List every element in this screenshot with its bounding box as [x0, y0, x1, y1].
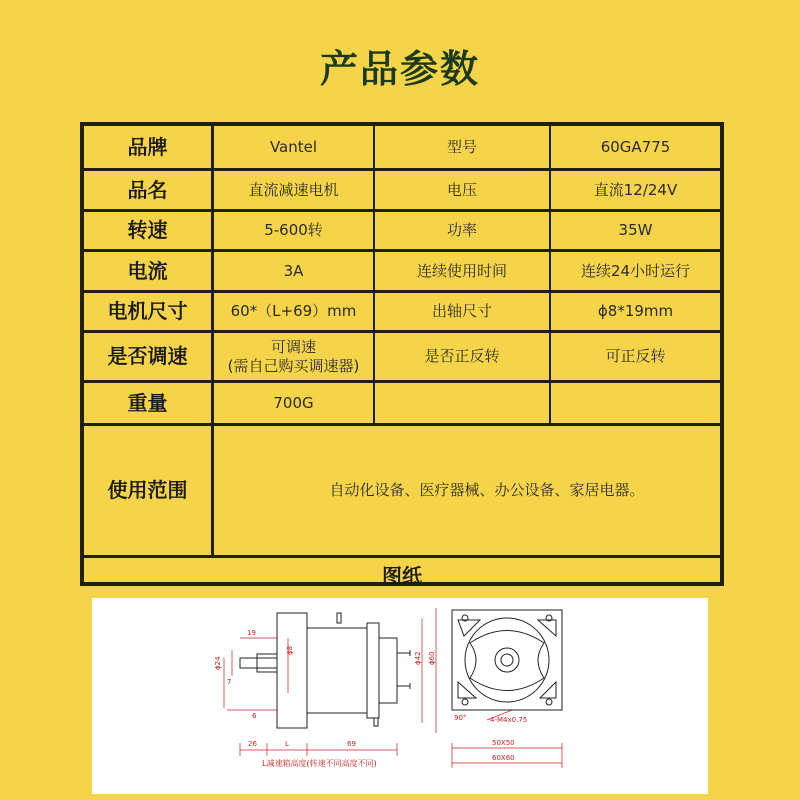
spec-value-size: 60*（L+69）mm: [230, 302, 357, 320]
spec-value-current: 3A: [283, 261, 304, 280]
row-divider: [84, 555, 720, 558]
dim-6: 6: [252, 712, 257, 720]
spec-value-brand: Vantel: [269, 137, 318, 156]
spec-value-adjustable-line1: 可调速: [270, 337, 316, 356]
spec-label-brand: 品牌: [127, 134, 168, 159]
dim-L: L: [285, 740, 289, 748]
spec-value-speed: 5-600转: [264, 221, 323, 239]
brush-tab: [337, 613, 341, 623]
spec-value-duty: 连续24小时运行: [580, 261, 691, 280]
gearbox-flange: [277, 613, 307, 728]
spec-value-power: 35W: [618, 221, 653, 239]
spec-value-model: 60GA775: [600, 137, 671, 156]
spec-value-weight: 700G: [273, 393, 314, 412]
output-shaft: [240, 658, 277, 668]
brush-tab: [374, 718, 378, 726]
spec-label-adjustable: 是否调速: [107, 344, 188, 368]
spec-value-shaft: ϕ8*19mm: [597, 302, 674, 320]
spec-value-adjustable-line2: (需自己购买调速器): [227, 356, 360, 375]
dim-26: 26: [248, 740, 257, 748]
spec-label-model: 型号: [446, 137, 477, 156]
dimension-labels: [214, 629, 527, 768]
spec-label-power: 功率: [446, 221, 477, 239]
drawing-caption: L减速箱高度(转速不同高度不同): [262, 759, 377, 768]
spec-label-product: 品名: [127, 177, 168, 202]
spec-label-speed: 转速: [127, 218, 168, 242]
spec-value-adjustable: [214, 333, 373, 380]
dim-m4: 4-M4x0.75: [490, 716, 528, 724]
motor-cap: [367, 623, 379, 718]
drawing-svg: [92, 598, 708, 794]
spec-empty-value: [551, 383, 720, 423]
drawing-title: 图纸: [382, 563, 422, 588]
dim-69: 69: [347, 740, 356, 748]
front-view: [452, 610, 562, 710]
spec-label-size: 电机尺寸: [107, 299, 188, 323]
page-title: 产品参数: [319, 47, 480, 91]
dim-phi60: ϕ60: [428, 651, 436, 665]
spec-label-voltage: 电压: [446, 180, 477, 199]
dim-50x50: 50X50: [492, 739, 515, 747]
spec-label-usage: 使用范围: [107, 478, 188, 502]
spec-label-weight: 重量: [127, 390, 168, 415]
terminal: [397, 650, 410, 689]
dim-phi24: ϕ24: [214, 656, 222, 670]
spec-value-usage: 自动化设备、医疗器械、办公设备、家居电器。: [329, 481, 645, 499]
spec-value-reversible: 可正反转: [605, 347, 666, 365]
technical-drawing: [92, 598, 708, 794]
motor-body: [307, 628, 367, 713]
dim-19: 19: [247, 629, 256, 637]
dim-phi42: ϕ42: [414, 651, 422, 665]
spec-label-duty: 连续使用时间: [416, 261, 507, 280]
spec-empty-label: [375, 383, 549, 423]
spec-label-reversible: 是否正反转: [424, 347, 500, 365]
spec-value-voltage: 直流12/24V: [593, 180, 678, 199]
dim-phi8: ϕ8: [286, 645, 294, 655]
dim-angle: 90°: [454, 714, 467, 722]
shaft-boss: [257, 654, 277, 672]
motor-endbell: [379, 638, 397, 703]
dim-60x60: 60X60: [492, 754, 515, 762]
dim-7: 7: [227, 678, 232, 686]
spec-label-current: 电流: [127, 258, 168, 283]
spec-table: [80, 122, 724, 586]
spec-label-shaft: 出轴尺寸: [431, 302, 492, 320]
front-square-plate: [452, 610, 562, 710]
spec-value-product: 直流减速电机: [248, 180, 339, 199]
